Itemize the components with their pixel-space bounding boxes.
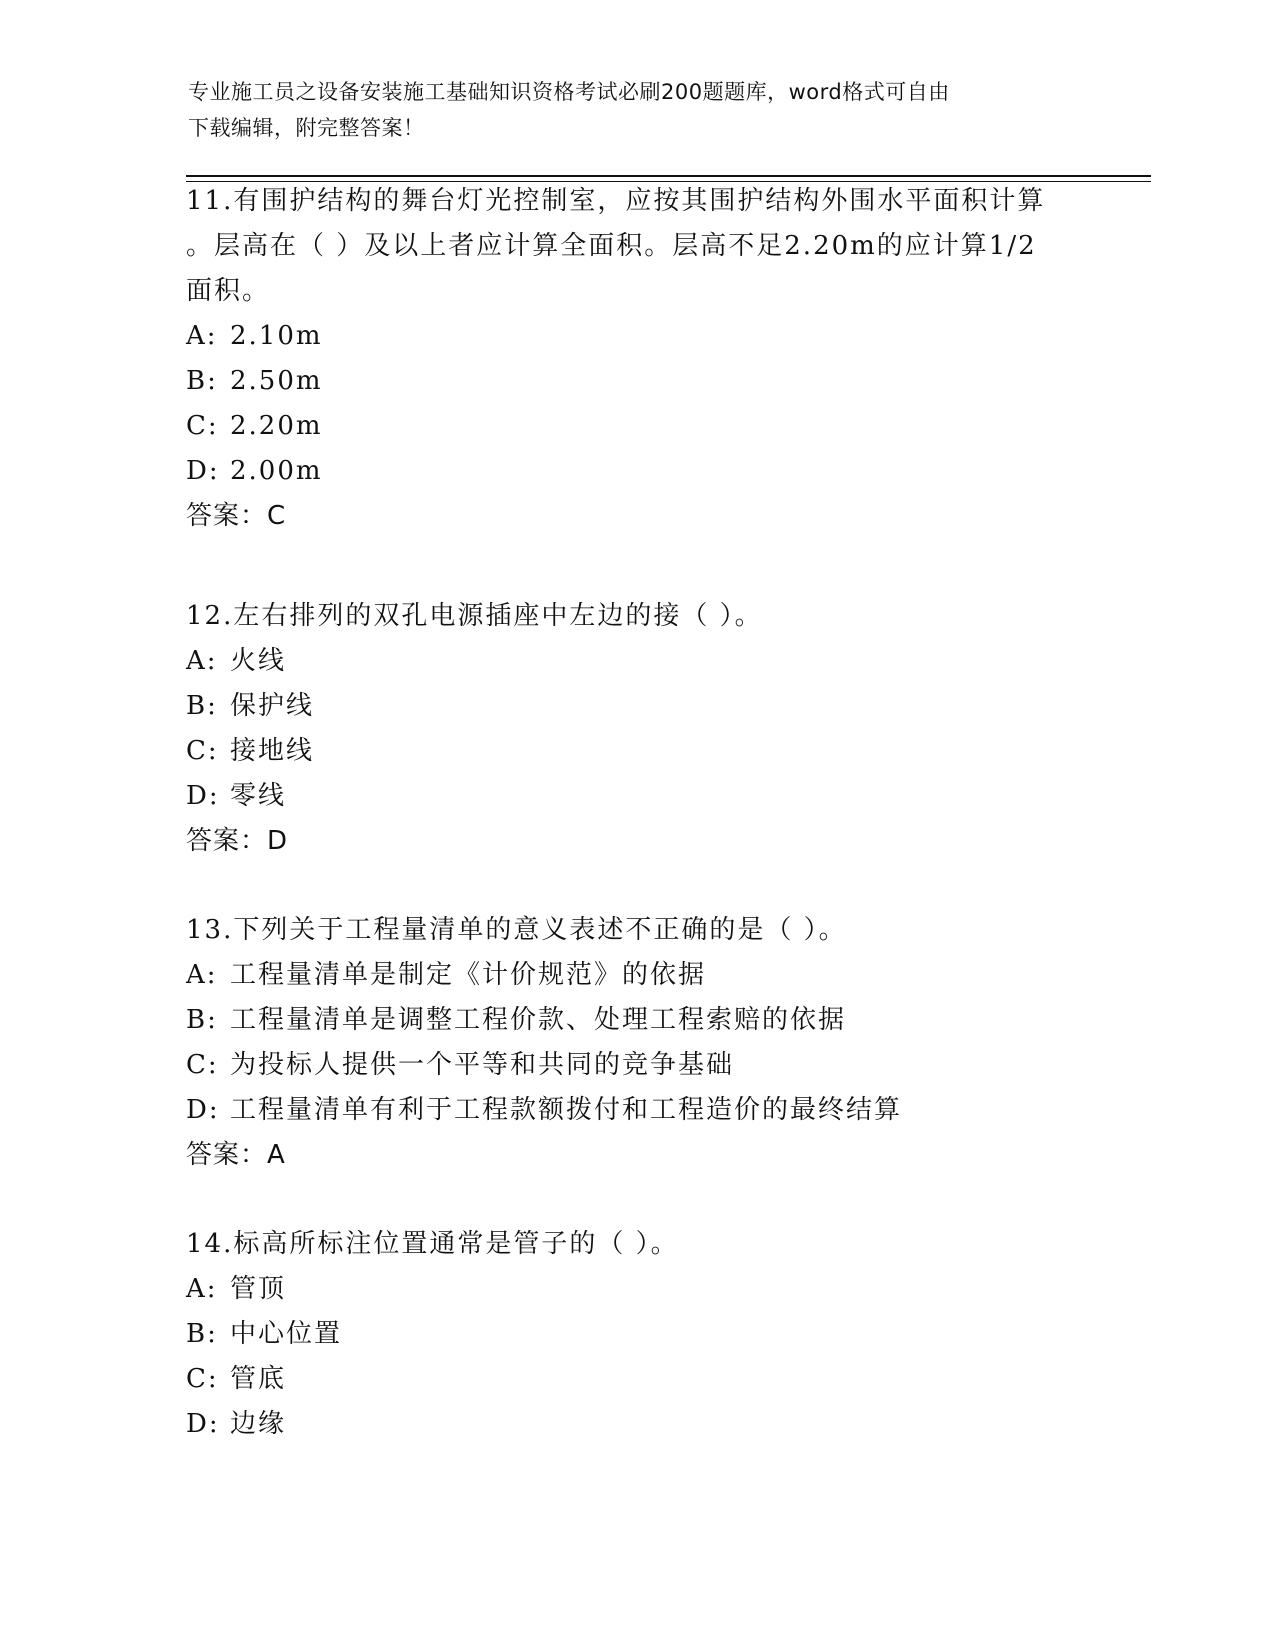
option-b (186, 1312, 1086, 1357)
option-key: D: (186, 781, 220, 811)
option-key: B: (186, 1319, 218, 1349)
option-text: 中心位置 (230, 1319, 343, 1349)
option-key: A: (186, 960, 218, 990)
option-a (186, 953, 1086, 998)
option-b (186, 998, 1086, 1043)
option-key: D: (186, 456, 220, 486)
option-text: 2.10m (230, 321, 323, 351)
option-key: C: (186, 1364, 219, 1394)
question-stem: 12.左右排列的双孔电源插座中左边的接（ ）。 (186, 601, 763, 631)
option-b (186, 684, 1086, 729)
option-b (186, 359, 1086, 404)
question-12 (186, 594, 1086, 864)
option-key: D: (186, 1409, 220, 1439)
question-stem: 14.标高所标注位置通常是管子的（ ）。 (186, 1229, 679, 1259)
option-key: A: (186, 321, 218, 351)
answer-line: 答案：D (186, 826, 289, 856)
option-d (186, 774, 1086, 819)
question-stem: 13.下列关于工程量清单的意义表述不正确的是（ ）。 (186, 915, 847, 945)
question-11 (186, 179, 1086, 539)
option-a (186, 1267, 1086, 1312)
answer-line: 答案：A (186, 1140, 286, 1170)
document-header (188, 74, 1068, 146)
question-14 (186, 1222, 1086, 1447)
option-d (186, 1402, 1086, 1447)
option-text: 工程量清单是调整工程价款、处理工程索赔的依据 (230, 1005, 847, 1035)
header-line: 专业施工员之设备安装施工基础知识资格考试必刷200题题库，word格式可自由 (188, 80, 950, 104)
option-text: 保护线 (230, 691, 315, 721)
option-key: C: (186, 736, 219, 766)
option-text: 管底 (230, 1364, 287, 1394)
option-text: 工程量清单是制定《计价规范》的依据 (230, 960, 707, 990)
question-stem: 面积。 (186, 276, 271, 306)
option-key: A: (186, 646, 218, 676)
answer-line: 答案：C (186, 501, 287, 531)
question-13 (186, 908, 1086, 1178)
option-text: 2.20m (230, 411, 323, 441)
option-c (186, 404, 1086, 449)
question-stem: 11.有围护结构的舞台灯光控制室，应按其围护结构外围水平面积计算 (186, 186, 1046, 216)
option-c (186, 1357, 1086, 1402)
option-c (186, 729, 1086, 774)
option-key: B: (186, 1005, 218, 1035)
option-text: 边缘 (230, 1409, 287, 1439)
option-text: 零线 (230, 781, 287, 811)
option-key: C: (186, 411, 219, 441)
option-key: C: (186, 1050, 219, 1080)
option-text: 火线 (230, 646, 287, 676)
option-text: 管顶 (230, 1274, 287, 1304)
option-key: D: (186, 1095, 220, 1125)
question-stem: 。层高在（ ）及以上者应计算全面积。层高不足2.20m的应计算1/2 (186, 231, 1037, 261)
option-c (186, 1043, 1086, 1088)
option-text: 为投标人提供一个平等和共同的竞争基础 (230, 1050, 735, 1080)
option-text: 接地线 (230, 736, 315, 766)
option-key: B: (186, 691, 218, 721)
header-line: 下载编辑，附完整答案！ (188, 116, 425, 140)
option-text: 2.50m (230, 366, 323, 396)
option-a (186, 314, 1086, 359)
option-d (186, 449, 1086, 494)
option-key: B: (186, 366, 218, 396)
header-divider (186, 175, 1151, 177)
option-text: 2.00m (230, 456, 323, 486)
option-key: A: (186, 1274, 218, 1304)
option-a (186, 639, 1086, 684)
option-d (186, 1088, 1086, 1133)
option-text: 工程量清单有利于工程款额拨付和工程造价的最终结算 (230, 1095, 903, 1125)
